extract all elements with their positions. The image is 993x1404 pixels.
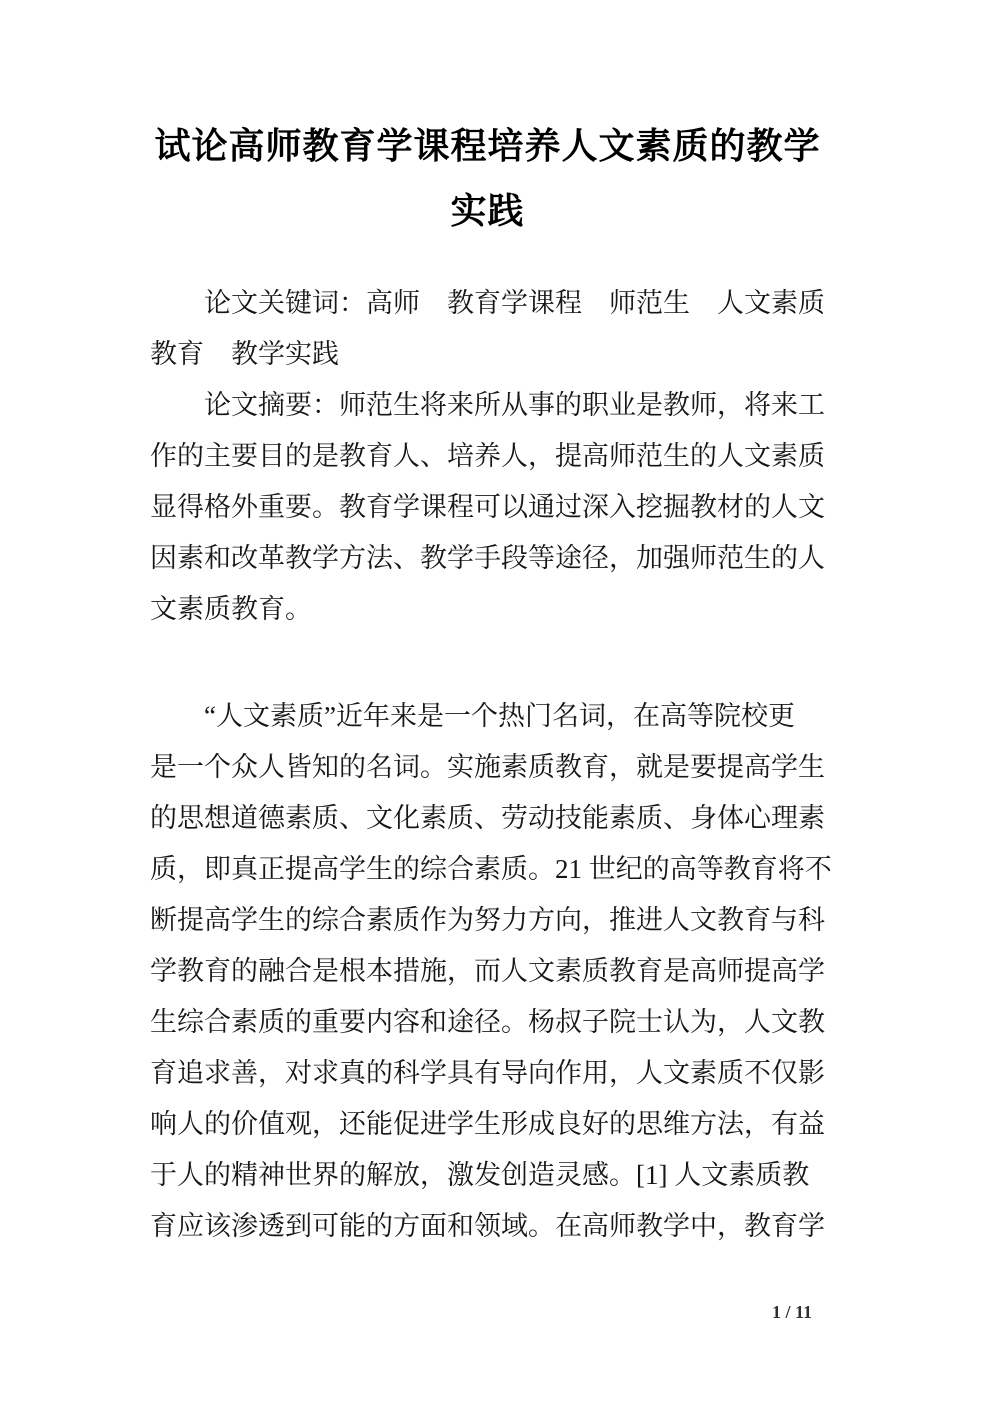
text-line: 论文关键词：高师 教育学课程 师范生 人文素质 bbox=[150, 288, 825, 318]
text-line: “人文素质”近年来是一个热门名词，在高等院校更 bbox=[150, 701, 795, 731]
text-line: 论文摘要：师范生将来所从事的职业是教师，将来工 bbox=[150, 390, 825, 420]
paragraph-body-paragraph-1 bbox=[150, 691, 832, 1252]
text-line: 质，即真正提高学生的综合素质。21 世纪的高等教育将不 bbox=[150, 854, 832, 884]
page-title-line-2: 实践 bbox=[450, 191, 525, 231]
page-number: 1 / 11 bbox=[771, 1302, 812, 1322]
text-line: 生综合素质的重要内容和途径。杨叔子院士认为，人文教 bbox=[150, 1007, 825, 1037]
document-content bbox=[150, 0, 832, 1252]
text-line: 是一个众人皆知的名词。实施素质教育，就是要提高学生 bbox=[150, 752, 825, 782]
text-line: 断提高学生的综合素质作为努力方向，推进人文教育与科 bbox=[150, 905, 825, 935]
page-title bbox=[150, 114, 825, 244]
text-line: 的思想道德素质、文化素质、劳动技能素质、身体心理素 bbox=[150, 803, 825, 833]
paragraph-abstract bbox=[150, 380, 825, 635]
document-paragraphs bbox=[150, 278, 832, 1252]
paragraph-keywords bbox=[150, 278, 825, 380]
text-line: 于人的精神世界的解放，激发创造灵感。[1] 人文素质教 bbox=[150, 1160, 810, 1190]
text-line: 作的主要目的是教育人、培养人，提高师范生的人文素质 bbox=[150, 441, 825, 471]
text-line: 学教育的融合是根本措施，而人文素质教育是高师提高学 bbox=[150, 956, 825, 986]
text-line: 育应该渗透到可能的方面和领域。在高师教学中，教育学 bbox=[150, 1211, 825, 1241]
text-line: 因素和改革教学方法、教学手段等途径，加强师范生的人 bbox=[150, 543, 825, 573]
page-title-line-1: 试论高师教育学课程培养人文素质的教学 bbox=[154, 126, 821, 166]
text-line: 育追求善，对求真的科学具有导向作用，人文素质不仅影 bbox=[150, 1058, 825, 1088]
text-line: 显得格外重要。教育学课程可以通过深入挖掘教材的人文 bbox=[150, 492, 825, 522]
text-line: 响人的价值观，还能促进学生形成良好的思维方法，有益 bbox=[150, 1109, 825, 1139]
text-line: 教育 教学实践 bbox=[150, 339, 339, 369]
text-line: 文素质教育。 bbox=[150, 594, 312, 624]
